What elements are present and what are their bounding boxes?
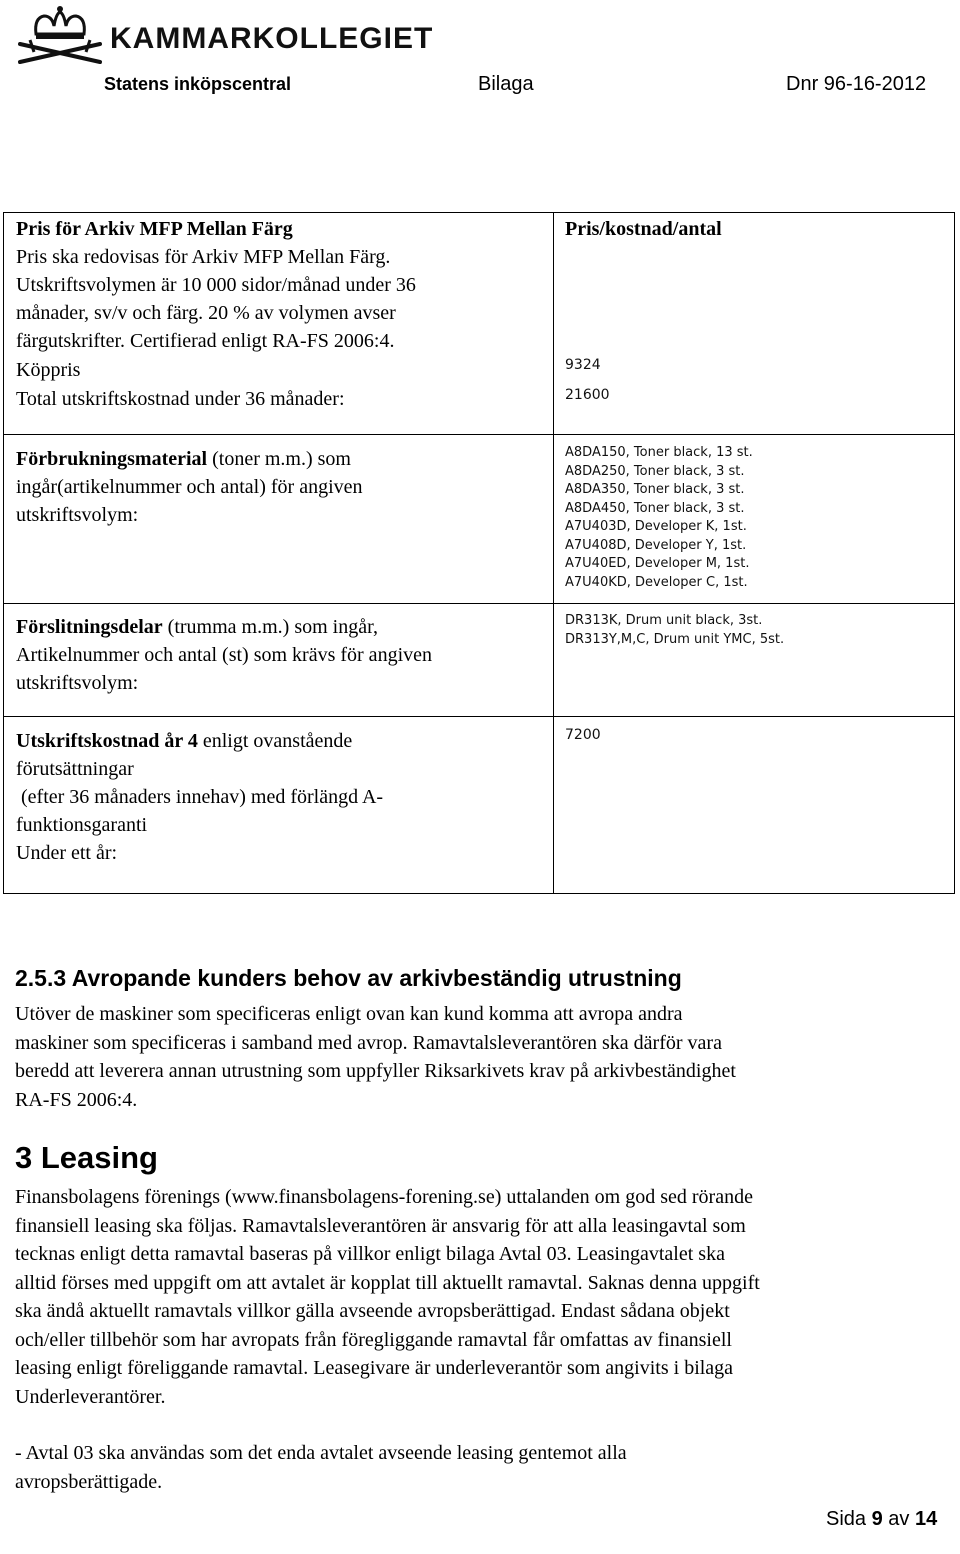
paragraph-line: RA-FS 2006:4.: [15, 1088, 138, 1111]
paragraph-line: finansiell leasing ska följas. Ramavtalsleverantören är ansvarig för att alla leasingavtal som: [15, 1214, 746, 1237]
list-item: A7U40KD, Developer C, 1st.: [565, 574, 748, 590]
description-line: färgutskrifter. Certifierad enligt RA-FS 2006:4.: [16, 330, 395, 352]
paragraph-line: Utöver de maskiner som specificeras enligt ovan kan kund komma att avropa andra: [15, 1003, 683, 1025]
organization-name: KAMMARKOLLEGIET: [110, 22, 434, 55]
purchase-price-value: 9324: [565, 357, 601, 373]
page-prefix: Sida: [826, 1508, 872, 1530]
paragraph-line: beredd att leverera annan utrustning som uppfyller Riksarkivets krav på arkivbeständighet: [15, 1060, 736, 1082]
year4-text: (efter 36 månaders innehav) med förlängd A-: [16, 786, 384, 808]
list-item: A7U403D, Developer K, 1st.: [565, 519, 747, 534]
list-item: A8DA450, Toner black, 3 st.: [565, 500, 745, 516]
paragraph-line: Finansbolagens förenings (www.finansbolagens-forening.se) uttalanden om god sed rörande: [15, 1186, 753, 1208]
wear-parts-text: Artikelnummer och antal (st) som krävs för angiven: [16, 644, 432, 666]
wear-parts-list: [565, 612, 784, 649]
purchase-price-label: Köppris: [16, 359, 81, 381]
consumables-label: [16, 445, 546, 529]
list-item: A7U40ED, Developer M, 1st.: [565, 556, 750, 571]
current-page: 9: [871, 1508, 883, 1530]
table-title: Pris för Arkiv MFP Mellan Färg: [16, 218, 293, 240]
consumables-text: ingår(artikelnummer och antal) för angiven: [16, 476, 363, 498]
section-paragraph: [15, 1183, 945, 1411]
list-item: A8DA150, Toner black, 13 st.: [565, 445, 753, 460]
wear-parts-text: utskriftsvolym:: [16, 672, 139, 694]
total-pages: 14: [914, 1508, 938, 1530]
section-paragraph: [15, 1000, 945, 1114]
year4-label: [16, 727, 546, 867]
wear-parts-bold: Förslitningsdelar: [16, 616, 163, 638]
page-middle: av: [882, 1508, 915, 1530]
document-type: Bilaga: [478, 73, 534, 95]
paragraph-line: Underleverantörer.: [15, 1385, 166, 1408]
year4-text: förutsättningar: [16, 758, 134, 780]
consumables-bold: Förbrukningsmaterial: [16, 448, 208, 470]
list-item: A8DA250, Toner black, 3 st.: [565, 463, 745, 479]
wear-parts-label: [16, 613, 546, 697]
row-divider: [4, 603, 954, 604]
consumables-text: utskriftsvolym:: [16, 504, 139, 526]
row-divider: [4, 434, 954, 435]
description-line: månader, sv/v och färg. 20 % av volymen avser: [16, 302, 396, 324]
row-divider: [4, 716, 954, 717]
list-item: DR313Y,M,C, Drum unit YMC, 5st.: [565, 631, 785, 647]
paragraph-line: - Avtal 03 ska användas som det enda avtalet avseende leasing gentemot alla: [15, 1442, 627, 1464]
year4-bold: Utskriftskostnad år 4: [16, 730, 198, 752]
department-name: Statens inköpscentral: [104, 74, 292, 94]
year4-value: 7200: [565, 727, 601, 743]
column-header: Pris/kostnad/antal: [565, 218, 722, 240]
list-item: A7U408D, Developer Y, 1st.: [565, 537, 747, 553]
year4-text: enligt ovanstående: [197, 730, 353, 752]
paragraph-line: ska ändå aktuellt ramavtals villkor gälla avseende avropsberättigad. Endast sådana objekt: [15, 1300, 730, 1322]
description-line: Pris ska redovisas för Arkiv MFP Mellan Färg.: [16, 246, 391, 268]
year4-text: funktionsgaranti: [16, 814, 148, 836]
description-line: Utskriftsvolymen är 10 000 sidor/månad under 36: [16, 274, 416, 296]
list-item: DR313K, Drum unit black, 3st.: [565, 613, 763, 628]
total-cost-value: 21600: [565, 387, 610, 403]
paragraph-line: maskiner som specificeras i samband med avrop. Ramavtalsleverantören ska därför vara: [15, 1031, 722, 1054]
consumables-list: [565, 444, 753, 592]
consumables-text: (toner m.m.) som: [207, 448, 351, 470]
paragraph-line: och/eller tillbehör som har avropats från föregliggande ramavtal får omfattas av finansiell: [15, 1328, 732, 1351]
paragraph-line: avropsberättigade.: [15, 1470, 163, 1493]
paragraph-line: tecknas enligt detta ramavtal baseras på villkor enligt bilaga Avtal 03. Leasingavtalet ska: [15, 1243, 725, 1265]
table-intro: [16, 215, 546, 355]
section-heading: 2.5.3 Avropande kunders behov av arkivbeständig utrustning: [15, 965, 682, 991]
page-number: [826, 1508, 937, 1531]
note-paragraph: [15, 1439, 945, 1496]
year4-text: Under ett år:: [16, 842, 118, 864]
total-cost-label: Total utskriftskostnad under 36 månader:: [16, 388, 345, 410]
column-divider: [553, 213, 554, 893]
paragraph-line: alltid förses med uppgift om att avtalet är kopplat till aktuellt ramavtal. Saknas denna uppgift: [15, 1271, 760, 1294]
crown-logo-icon: [14, 4, 106, 66]
list-item: A8DA350, Toner black, 3 st.: [565, 482, 745, 497]
paragraph-line: leasing enligt föreliggande ramavtal. Leasegivare är underleverantör som angivits i bilaga: [15, 1357, 734, 1379]
section-heading: 3 Leasing: [15, 1140, 158, 1175]
wear-parts-text: (trumma m.m.) som ingår,: [162, 616, 378, 638]
price-table: [3, 212, 955, 894]
document-number: Dnr 96-16-2012: [786, 73, 927, 95]
